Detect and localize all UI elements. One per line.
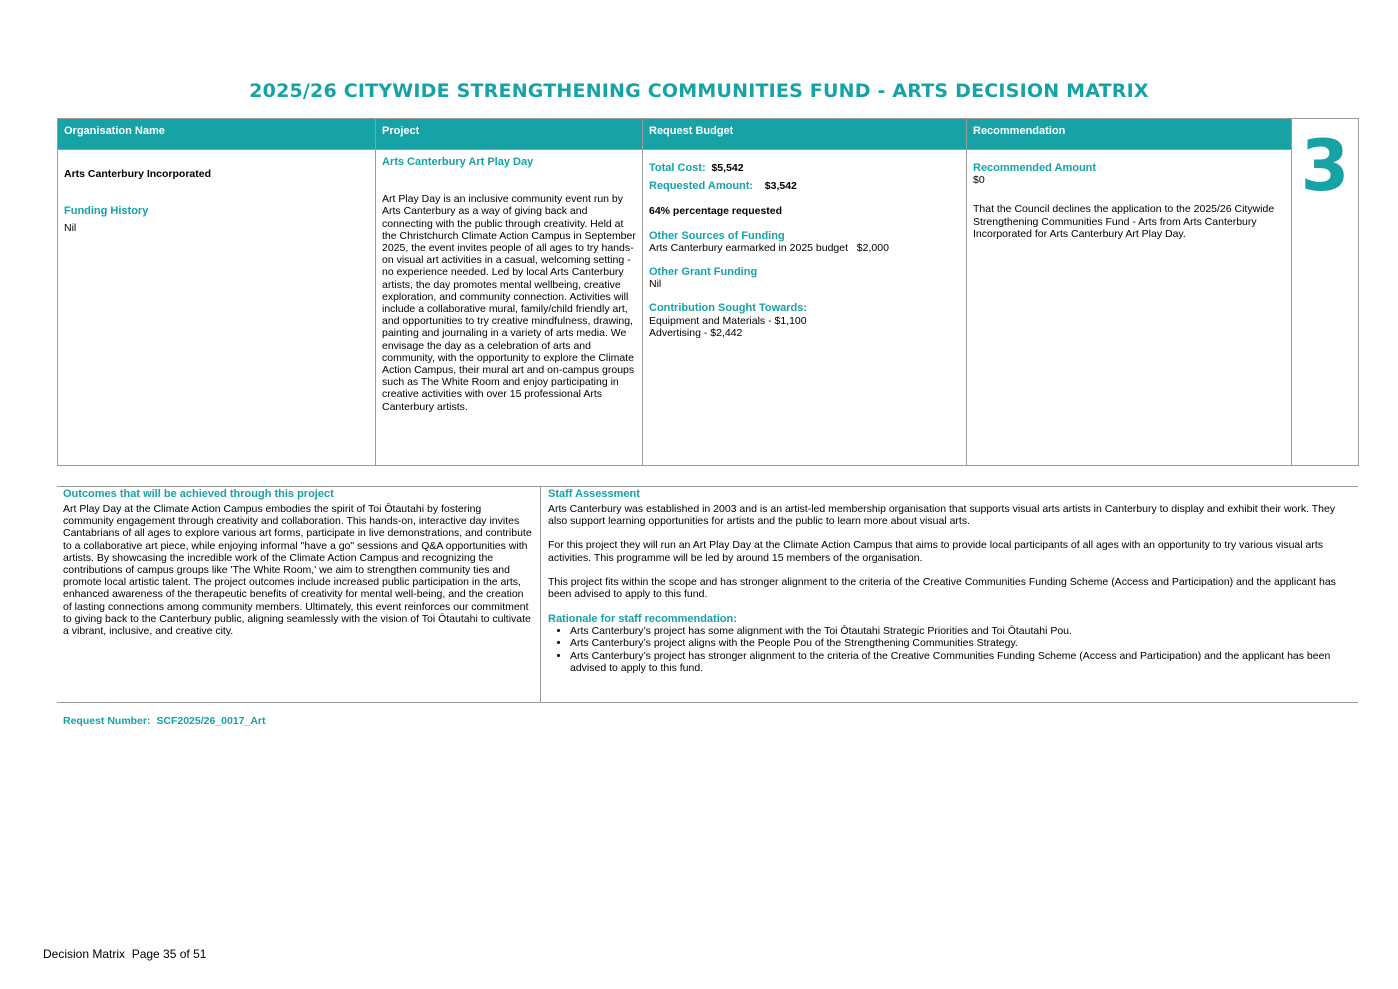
- outcomes-label: Outcomes that will be achieved through this project: [63, 488, 334, 500]
- request-number-value: SCF2025/26_0017_Art: [156, 715, 266, 727]
- contribution-item: Advertising - $2,442: [649, 326, 743, 339]
- request-number: [63, 715, 266, 727]
- project-cell: [376, 150, 643, 466]
- funding-history-label: Funding History: [64, 205, 149, 218]
- table-header-row: [58, 119, 1359, 150]
- staff-assessment-column: [542, 487, 1358, 702]
- header-organisation: Organisation Name: [58, 119, 376, 150]
- list-item: • Arts Canterbury’s project has stronger alignment to the criteria of the Creative Communities Funding Scheme (Access and Participation) and the applicant has been advised to apply to this fund.: [570, 650, 1352, 674]
- staff-assessment-label: Staff Assessment: [548, 488, 640, 500]
- total-cost-value: $5,542: [711, 162, 744, 174]
- contribution-item: Equipment and Materials - $1,100: [649, 314, 807, 327]
- other-grant-label: Other Grant Funding: [649, 266, 758, 279]
- outcomes-column: [57, 487, 541, 702]
- budget-cell: [643, 150, 967, 466]
- table-row: [58, 150, 1359, 466]
- funding-history-value: Nil: [64, 222, 77, 235]
- recommendation-text: That the Council declines the application to the 2025/26 Citywide Strengthening Communities Fund - Arts from Arts Canterbury Incorporated for Arts Canterbury Art Play Day.: [973, 203, 1275, 240]
- recommendation-cell: [967, 150, 1292, 466]
- project-name: Arts Canterbury Art Play Day: [382, 156, 534, 168]
- header-recommendation: Recommendation: [967, 119, 1292, 150]
- other-sources-label: Other Sources of Funding: [649, 229, 785, 242]
- requested-amount-label: Requested Amount:: [649, 180, 754, 193]
- percentage-requested: 64% percentage requested: [649, 205, 783, 218]
- page-footer: Decision Matrix Page 35 of 51: [43, 947, 207, 961]
- recommended-amount-value: $0: [973, 174, 985, 187]
- item-number: 3: [1300, 125, 1350, 207]
- recommended-amount-label: Recommended Amount: [973, 162, 1097, 174]
- list-item: • Arts Canterbury’s project aligns with the People Pou of the Strengthening Communities Strategy.: [570, 637, 1352, 649]
- rationale-list: [548, 625, 1352, 674]
- request-number-label: Request Number:: [63, 715, 151, 727]
- page-title: 2025/26 CITYWIDE STRENGTHENING COMMUNITIES FUND - ARTS DECISION MATRIX: [249, 80, 1149, 102]
- other-sources-amount: $2,000: [856, 241, 889, 254]
- assessment-section: [57, 486, 1358, 703]
- header-project: Project: [376, 119, 643, 150]
- project-description: Art Play Day is an inclusive community event run by Arts Canterbury as a way of giving back and connecting with the public through creativity. Held at the Christchurch Climate Action Campus in September 2025, the event invites people of all ages to try hands-on visual art activities in a casual, welcoming setting - no experience needed. Led by local Arts Canterbury artists, the day promotes mental wellbeing, creative exploration, and community connection. Activities will include a collaborative mural, family/child friendly art, and opportunities to try creative mindfulness, drawing, painting and journaling in a variety of arts media. We envisage the day as a celebration of arts and community, with the opportunity to explore the Climate Action Campus, their mural art and on-campus groups such as The White Room and enjoy participating in creative activities with over 15 professional Arts Canterbury artists.: [382, 193, 636, 413]
- organisation-cell: [58, 150, 376, 466]
- rationale-label: Rationale for staff recommendation:: [548, 613, 737, 626]
- requested-amount-value: $3,542: [764, 180, 797, 193]
- other-grant-value: Nil: [649, 278, 662, 291]
- item-number-cell: [1292, 119, 1359, 466]
- outcomes-text: Art Play Day at the Climate Action Campus embodies the spirit of Toi Ōtautahi by fostering community engagement through creativity and collaboration. This hands-on, interactive day invites Cantabrians of all ages to explore various art forms, participate in live demonstrations, and contribute to a collaborative art piece, while enjoying informal "have a go" sessions and Q&A opportunities with artists. By showcasing the incredible work of the Climate Action Campus and recognizing the contributions of campus groups like 'The White Room,' we aim to strengthen community ties and promote local artistic talent. The project outcomes include increased public participation in the arts, enhanced awareness of the therapeutic benefits of creativity for mental well-being, and the creation of lasting connections among community members. Ultimately, this event reinforces our commitment to giving back to the Canterbury public, aligning seamlessly with the vision of Toi Ōtautahi to cultivate a vibrant, inclusive, and creative city.: [63, 503, 532, 638]
- decision-matrix-table: [57, 118, 1359, 466]
- staff-para-1: Arts Canterbury was established in 2003 and is an artist-led membership organisation that supports visual arts artists in Canterbury to display and exhibit their work. They also support learning opportunities for artists and the public to learn more about visual arts.: [548, 503, 1336, 528]
- header-budget: Request Budget: [643, 119, 967, 150]
- organisation-name: Arts Canterbury Incorporated: [64, 168, 212, 180]
- staff-para-2: For this project they will run an Art Play Day at the Climate Action Campus that aims to provide local participants of all ages with an opportunity to try various visual arts activities. This programme will be led by around 15 members of the organisation.: [548, 539, 1324, 564]
- staff-para-3: This project fits within the scope and has stronger alignment to the criteria of the Creative Communities Funding Scheme (Access and Participation) and the applicant has been advised to apply to this fund.: [548, 575, 1336, 601]
- contribution-label: Contribution Sought Towards:: [649, 302, 808, 315]
- other-sources-item: Arts Canterbury earmarked in 2025 budget: [649, 241, 849, 254]
- total-cost-label: Total Cost:: [649, 162, 706, 174]
- list-item: • Arts Canterbury’s project has some alignment with the Toi Ōtautahi Strategic Priorities and Toi Ōtautahi Pou.: [570, 625, 1352, 637]
